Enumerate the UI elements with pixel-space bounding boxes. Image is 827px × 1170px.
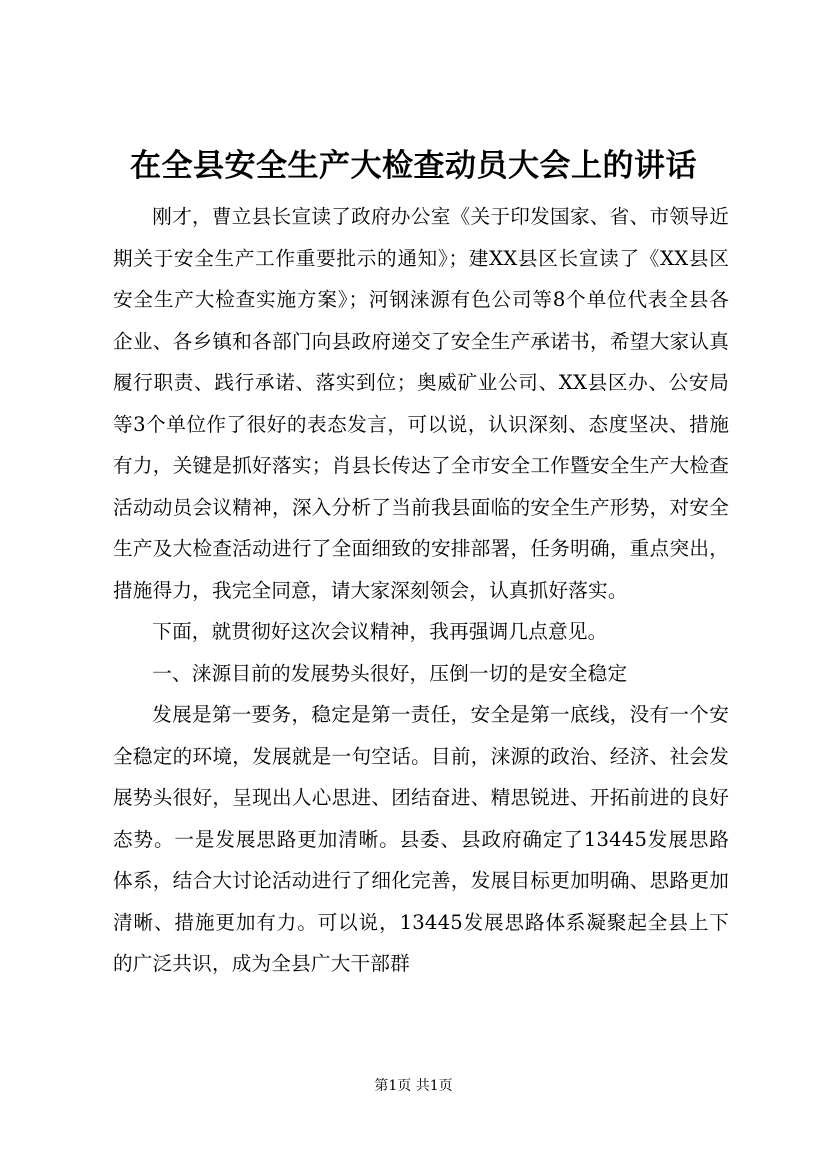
paragraph-transition: 下面，就贯彻好这次会议精神，我再强调几点意见。 <box>152 620 608 643</box>
section-heading: 一、涞源目前的发展势头很好，压倒一切的是安全稳定 <box>152 661 628 685</box>
paragraph-section-one: 发展是第一要务，稳定是第一责任，安全是第一底线，没有一个安全稳定的环境，发展就是一句空话。目前，涞源的政治、经济、社会发展势头很好，呈现出人心思进、团结奋进、精思锐进、开拓前进的良好态势。一是发展思路更加清晰。县委、县政府确定了13445发展思路体系，结合大讨论活动进行了细化完善，发展目标更加明确、思路更加清晰、措施更加有力。可以说，13445发展思路体系凝聚起全县上下的广泛共识，成为全县广大干部群 <box>113 703 729 975</box>
paragraph-intro: 刚才，曹立县长宣读了政府办公室《关于印发国家、省、市领导近期关于安全生产工作重要批示的通知》；建XX县区长宣读了《XX县区安全生产大检查实施方案》；河钢涞源有色公司等8个单位代表全县各企业、各乡镇和各部门向县政府递交了安全生产承诺书，希望大家认真履行职责、践行承诺、落实到位；奥威矿业公司、XX县区办、公安局等3个单位作了很好的表态发言，可以说，认识深刻、态度坚决、措施有力，关键是抓好落实；肖县长传达了全市安全工作暨安全生产大检查活动动员会议精神，深入分析了当前我县面临的安全生产形势，对安全生产及大检查活动进行了全面细致的安排部署，任务明确，重点突出，措施得力，我完全同意，请大家深刻领会，认真抓好落实。 <box>113 205 729 602</box>
document-title: 在全县安全生产大检查动员大会上的讲话 <box>130 148 697 184</box>
document-body <box>113 196 729 985</box>
page-number-footer: 第1页 共1页 <box>374 1078 453 1094</box>
